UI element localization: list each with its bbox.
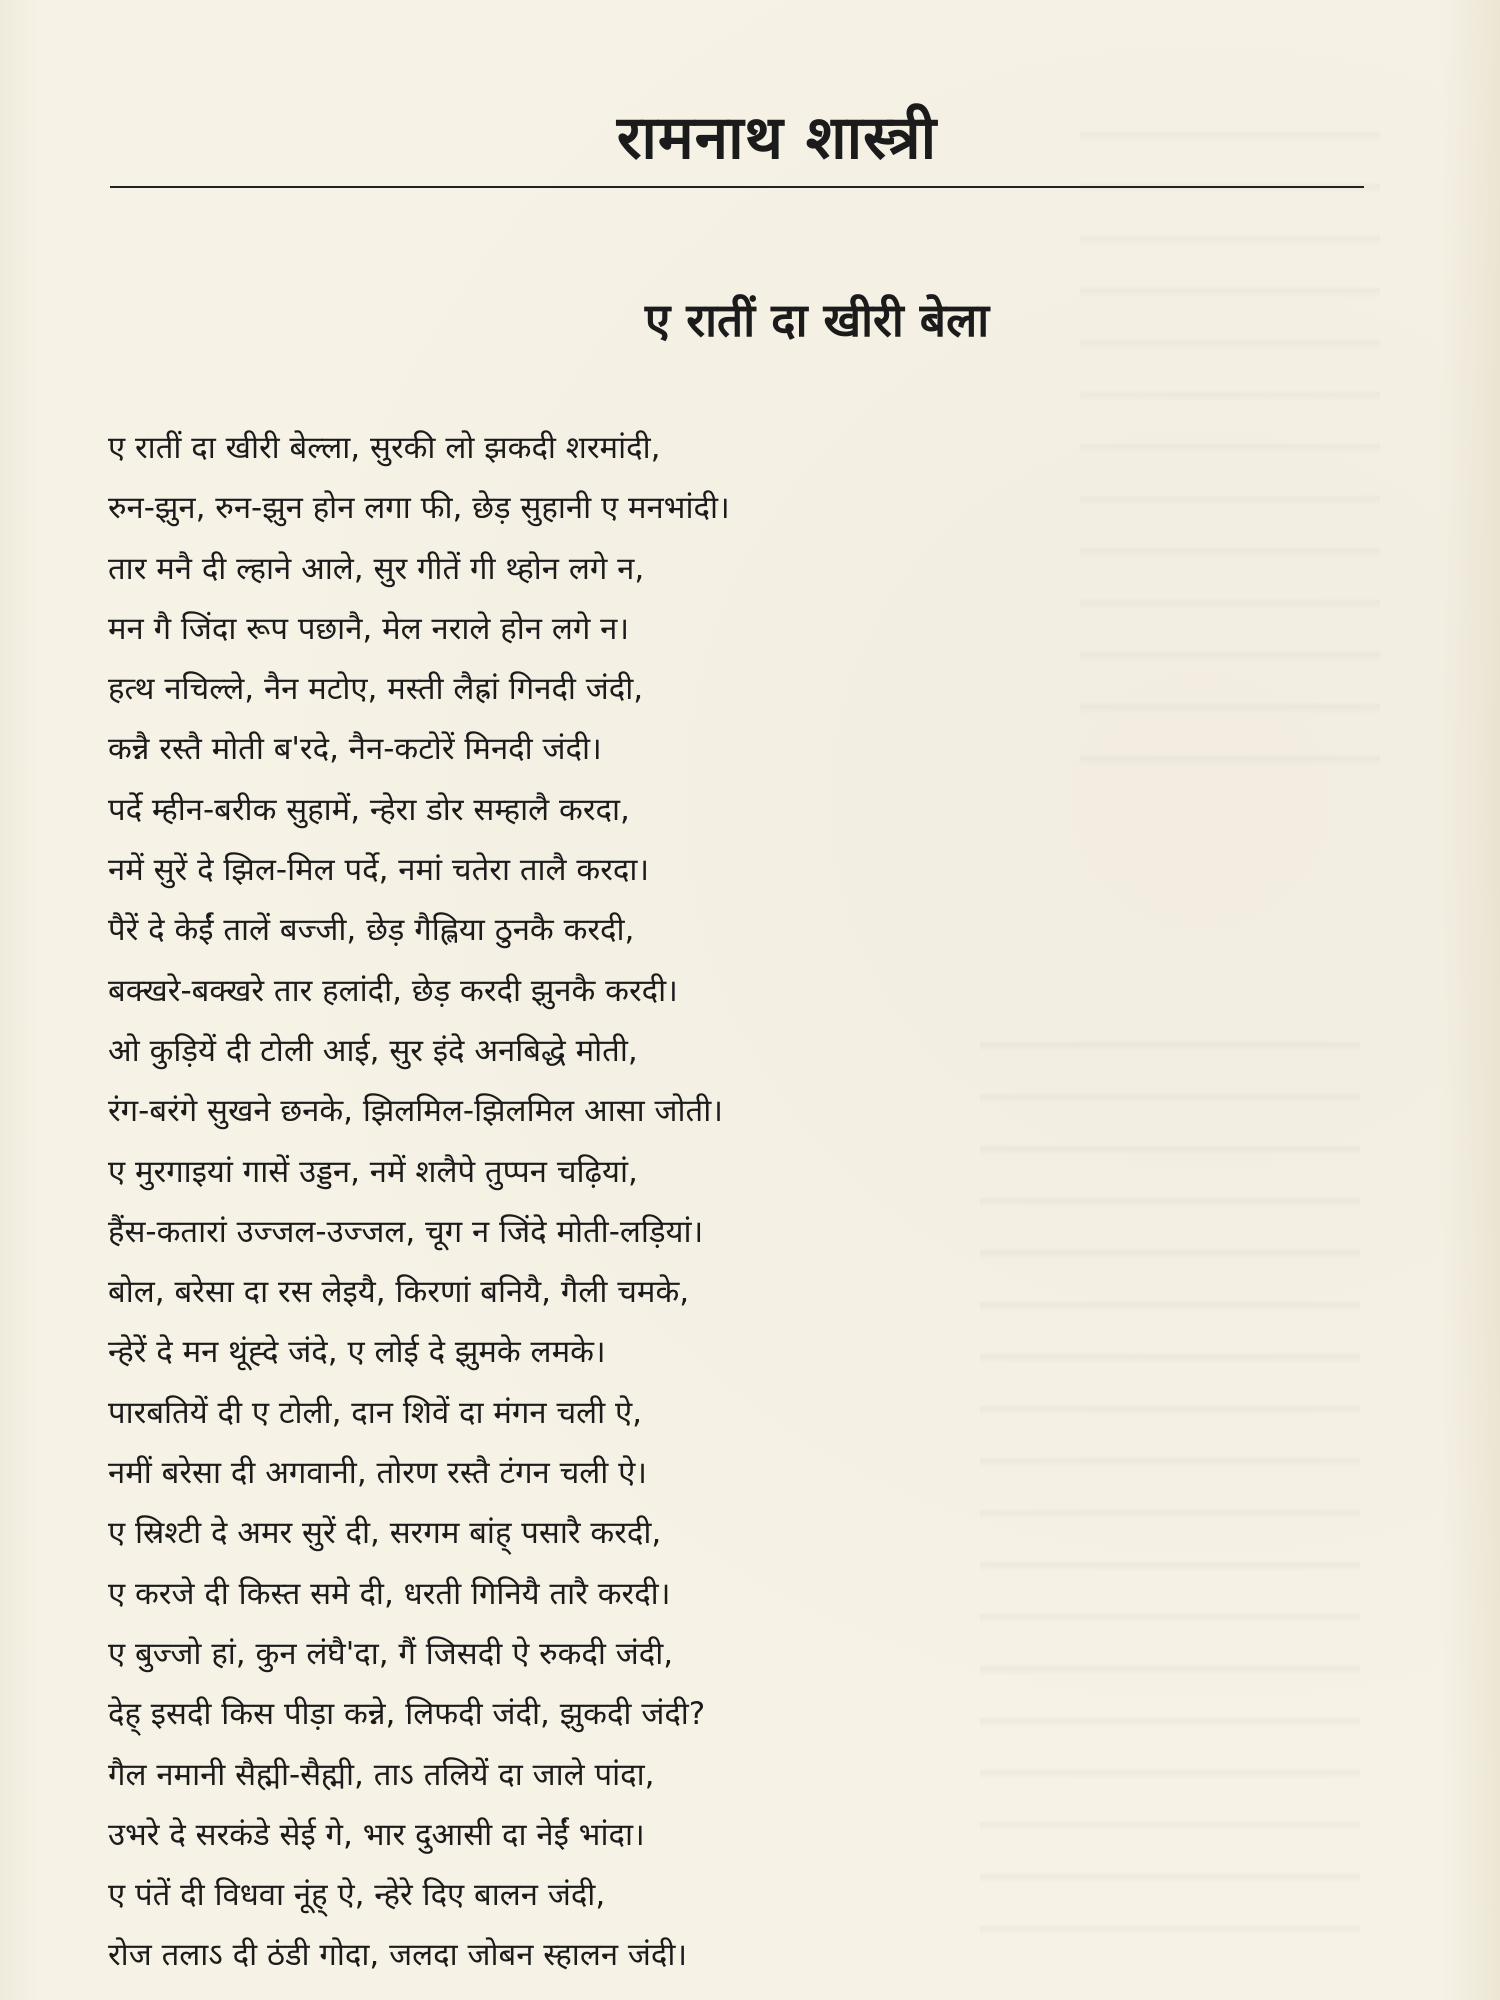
poem-line: रंग-बरंगे सुखने छनके, झिलमिल-झिलमिल आसा जोती।: [108, 1093, 724, 1130]
poem-body: [108, 418, 1408, 1986]
poem-line: नमें सुरें दे झिल-मिल पर्दे, नमां चतेरा तालै करदा।: [108, 852, 650, 889]
poem-line: बोल, बरेसा दा रस लेइयै, किरणां बनियै, गैली चमके,: [108, 1274, 690, 1311]
poem-line: रोज तलाऽ दी ठंडी गोदा, जलदा जोबन स्हालन जंदी।: [108, 1937, 688, 1974]
poem-line: पैरें दे केईं तालें बज्जी, छेड़ गैह्लिया ठुनकै करदी,: [108, 912, 635, 949]
poem-line: तार मनै दी ल्हाने आले, सुर गीतें गी थ्होन लगे न,: [108, 550, 645, 587]
poem-line: ए मुरगाइयां गासें उड्डन, नमें शलैपे तुप्पन चढ़ियां,: [108, 1153, 638, 1190]
poem-line: हत्थ नचिल्ले, नैन मटोए, मस्ती लैह्रां गिनदी जंदी,: [108, 671, 644, 708]
author-name: रामनाथ शास्त्री: [616, 103, 938, 173]
poem-line: न्हेरें दे मन थूंह्दे जंदे, ए लोई दे झुमके लमके।: [108, 1334, 606, 1371]
poem-line: बक्खरे-बक्खरे तार हलांदी, छेड़ करदी झुनकै करदी।: [108, 972, 678, 1009]
poem-title: ए रातीं दा खीरी बेला: [644, 293, 990, 347]
poem-line: पारबतियें दी ए टोली, दान शिवें दा मंगन चली ऐ,: [108, 1394, 643, 1431]
poem-line: ए रातीं दा खीरी बेल्ला, सुरकी लो झकदी शरमांदी,: [108, 430, 661, 466]
header-rule: [110, 186, 1364, 188]
poem-line: देह् इसदी किस पीड़ा कन्ने, लिफदी जंदी, झुकदी जंदी?: [108, 1696, 706, 1733]
poem-line: हैंस-कतारां उज्जल-उज्जल, चूग न जिंदे मोती-लड़ियां।: [108, 1213, 704, 1250]
poem-line: रुन-झुन, रुन-झुन होन लगा फी, छेड़ सुहानी ए मनभांदी।: [108, 490, 730, 527]
poem-line: मन गै जिंदा रूप पछानै, मेल नराले होन लगे न।: [108, 610, 630, 647]
poem-line: ए बुज्जो हां, कुन लंघै'दा, गैं जिसदी ऐ रुकदी जंदी,: [108, 1635, 674, 1672]
poem-line: नमीं बरेसा दी अगवानी, तोरण रस्तै टंगन चली ऐ।: [108, 1455, 648, 1492]
poem-line: कन्नै रस्तै मोती ब'रदे, नैन-कटोरें मिनदी जंदी।: [108, 731, 602, 768]
poem-line: ए स्रिश्टी दे अमर सुरें दी, सरगम बांह् पसारै करदी,: [108, 1515, 662, 1552]
poem-line: ए करजे दी किस्त समे दी, धरती गिनियै तारै करदी।: [108, 1575, 671, 1612]
page-header: [110, 100, 1364, 190]
poem-line: ए पंतें दी विधवा नूंह् ऐ, न्हेरे दिए बालन जंदी,: [108, 1877, 606, 1914]
poem-line: ओ कुड़ियें दी टोली आई, सुर इंदे अनबिद्धे मोती,: [108, 1032, 638, 1069]
poem-line: पर्दे म्हीन-बरीक सुहामें, न्हेरा डोर सम्हालै करदा,: [108, 791, 630, 828]
poem-line: गैल नमानी सैह्मी-सैह्मी, ताऽ तलियें दा जाले पांदा,: [108, 1756, 655, 1793]
poem-line: उभरे दे सरकंडे सेई गे, भार दुआसी दा नेईं भांदा।: [108, 1816, 645, 1853]
